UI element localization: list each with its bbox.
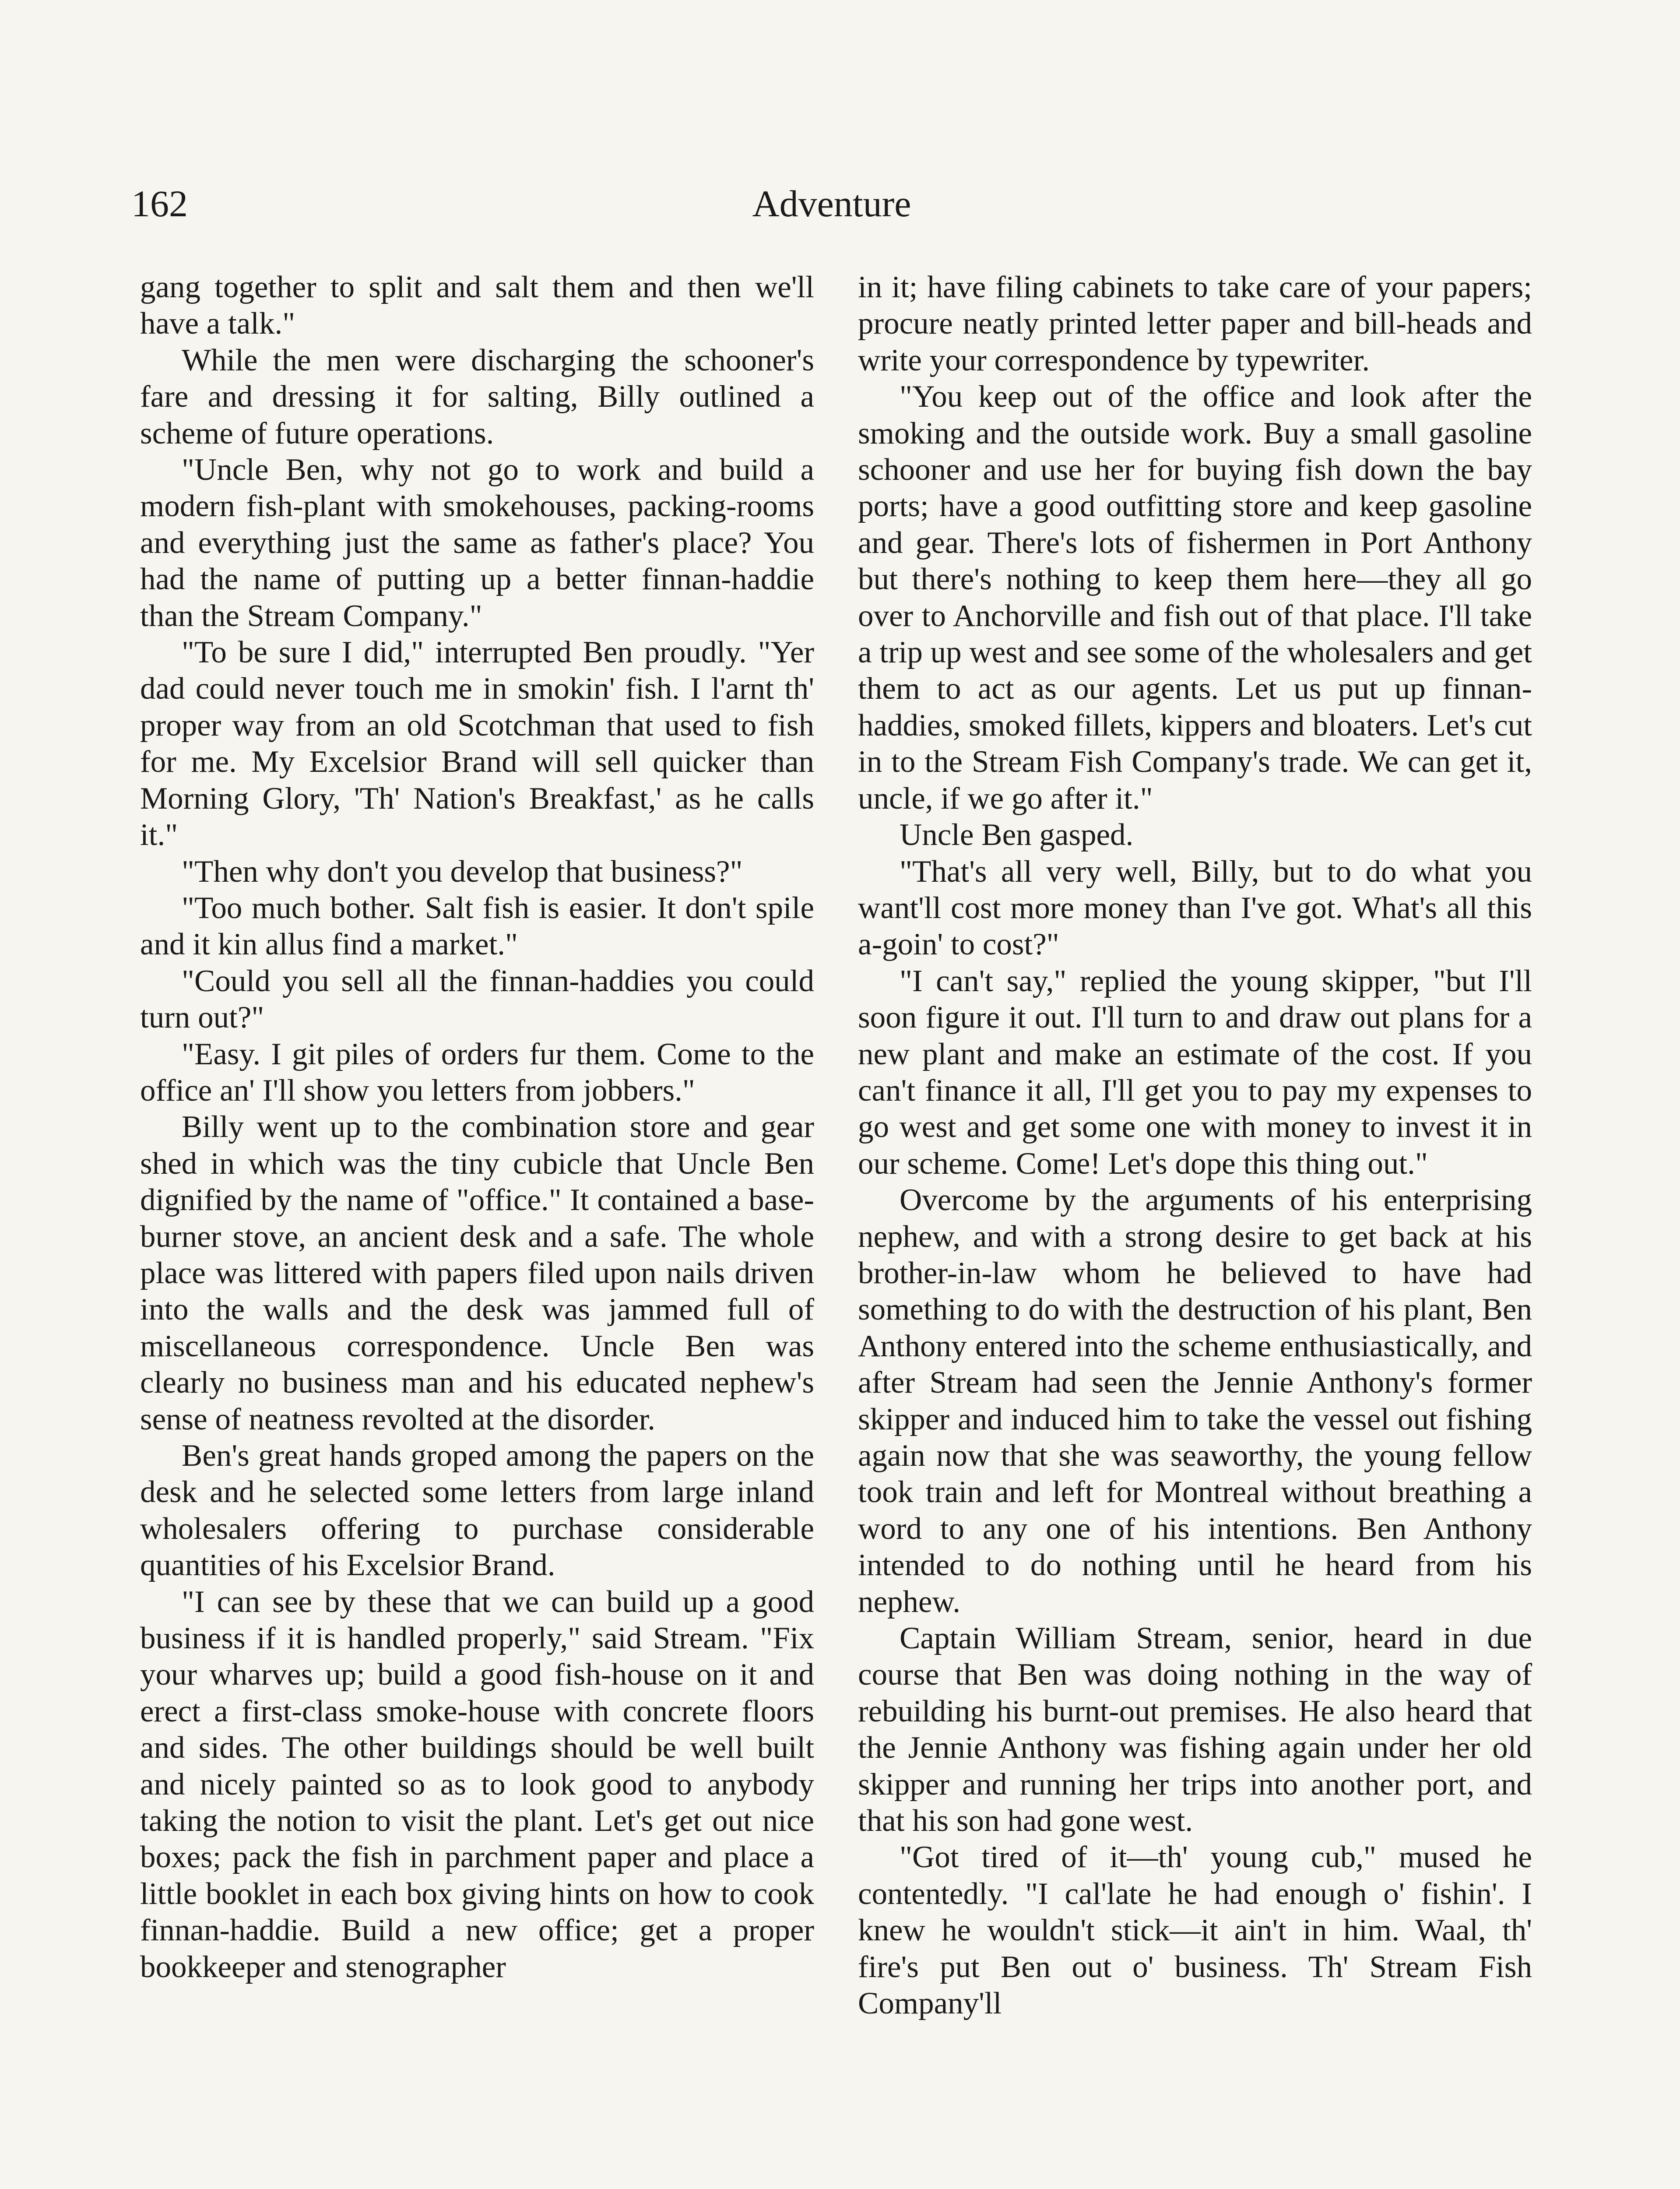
paragraph: "That's all very well, Billy, but to do what you want'll cost more money than I've got. What's all this a-goin' to cost?" [858,854,1532,962]
paragraph: "Could you sell all the finnan-haddies you could turn out?" [140,964,814,1035]
paragraph: "I can see by these that we can build up a good business if it is handled properly," said Stream. "Fix your wharves up; build a good fish-house on it and erect a first-class smoke-house with concrete floors and sides. The other buildings should be well built and nicely painted so as to look good to anybody taking the notion to visit the plant. Let's get out nice boxes; pack the fish in parchment paper and place a little booklet in each box giving hints on how to cook finnan-haddie. Build a new office; get a proper bookkeeper and stenographer [140,1584,814,1984]
running-title: Adventure [752,183,911,225]
paragraph: "Got tired of it—th' young cub," mused he contentedly. "I cal'late he had enough o' fishin'. I knew he wouldn't stick—it ain't in him. Waal, th' fire's put Ben out o' business. Th' Stream Fish Company'll [858,1840,1532,2021]
paragraph: Ben's great hands groped among the papers on the desk and he selected some letters from large inland wholesalers offering to purchase considerable quantities of his Excelsior Brand. [140,1439,814,1583]
paragraph: "Then why don't you develop that business?" [182,854,743,889]
paragraph: "Uncle Ben, why not go to work and build a modern fish-plant with smokehouses, packing-rooms and everything just the same as father's place? You had the name of putting up a better finnan-haddie than the Stream Company." [140,453,814,633]
paragraph: Uncle Ben gasped. [900,818,1134,852]
paragraph: "I can't say," replied the young skipper, "but I'll soon figure it out. I'll turn to and draw out plans for a new plant and make an estimate of the cost. If you can't finance it all, I'll get you to pay my expenses to go west and get some one with money to invest it in our scheme. Come! Let's dope this thing out." [858,964,1532,1181]
page-number: 162 [131,183,188,225]
text-column-left [140,269,814,1985]
paragraph: "Too much bother. Salt fish is easier. It don't spile and it kin allus find a market." [140,890,814,962]
paragraph: While the men were discharging the schooner's fare and dressing it for salting, Billy outlined a scheme of future operations. [140,343,814,450]
paragraph: Billy went up to the combination store and gear shed in which was the tiny cubicle that Uncle Ben dignified by the name of "office." It contained a base-burner stove, an ancient desk and a safe. The whole place was littered with papers filed upon nails driven into the walls and the desk was jammed full of miscellaneous correspondence. Uncle Ben was clearly no business man and his educated nephew's sense of neatness revolted at the disorder. [140,1110,814,1436]
paragraph: Overcome by the arguments of his enterprising nephew, and with a strong desire to get back at his brother-in-law whom he believed to have had something to do with the destruction of his plant, Ben Anthony entered into the scheme enthusiastically, and after Stream had seen the Jennie Anthony's former skipper and induced him to take the vessel out fishing again now that she was seaworthy, the young fellow took train and left for Montreal without breathing a word to any one of his intentions. Ben Anthony intended to do nothing until he heard from his nephew. [858,1183,1532,1619]
paragraph: "You keep out of the office and look after the smoking and the outside work. Buy a small gasoline schooner and use her for buying fish down the bay ports; have a good outfitting store and keep gasoline and gear. There's lots of fishermen in Port Anthony but there's nothing to keep them here—they all go over to Anchorville and fish out of that place. I'll take a trip up west and see some of the wholesalers and get them to act as our agents. Let us put up finnan-haddies, smoked fillets, kippers and bloaters. Let's cut in to the Stream Fish Company's trade. We can get it, uncle, if we go after it." [858,380,1532,816]
paragraph: Captain William Stream, senior, heard in due course that Ben was doing nothing in the way of rebuilding his burnt-out premises. He also heard that the Jennie Anthony was fishing again under her old skipper and running her trips into another port, and that his son had gone west. [858,1621,1532,1838]
text-column-right [858,269,1532,2022]
paragraph: "To be sure I did," interrupted Ben proudly. "Yer dad could never touch me in smokin' fish. I l'arnt th' proper way from an old Scotchman that used to fish for me. My Excelsior Brand will sell quicker than Morning Glory, 'Th' Nation's Breakfast,' as he calls it." [140,635,814,852]
paragraph: in it; have filing cabinets to take care of your papers; procure neatly printed letter paper and bill-heads and write your correspondence by typewriter. [858,270,1532,377]
paragraph: "Easy. I git piles of orders fur them. Come to the office an' I'll show you letters from jobbers." [140,1037,814,1108]
paragraph: gang together to split and salt them and then we'll have a talk." [140,270,814,341]
page-header [131,177,1532,230]
